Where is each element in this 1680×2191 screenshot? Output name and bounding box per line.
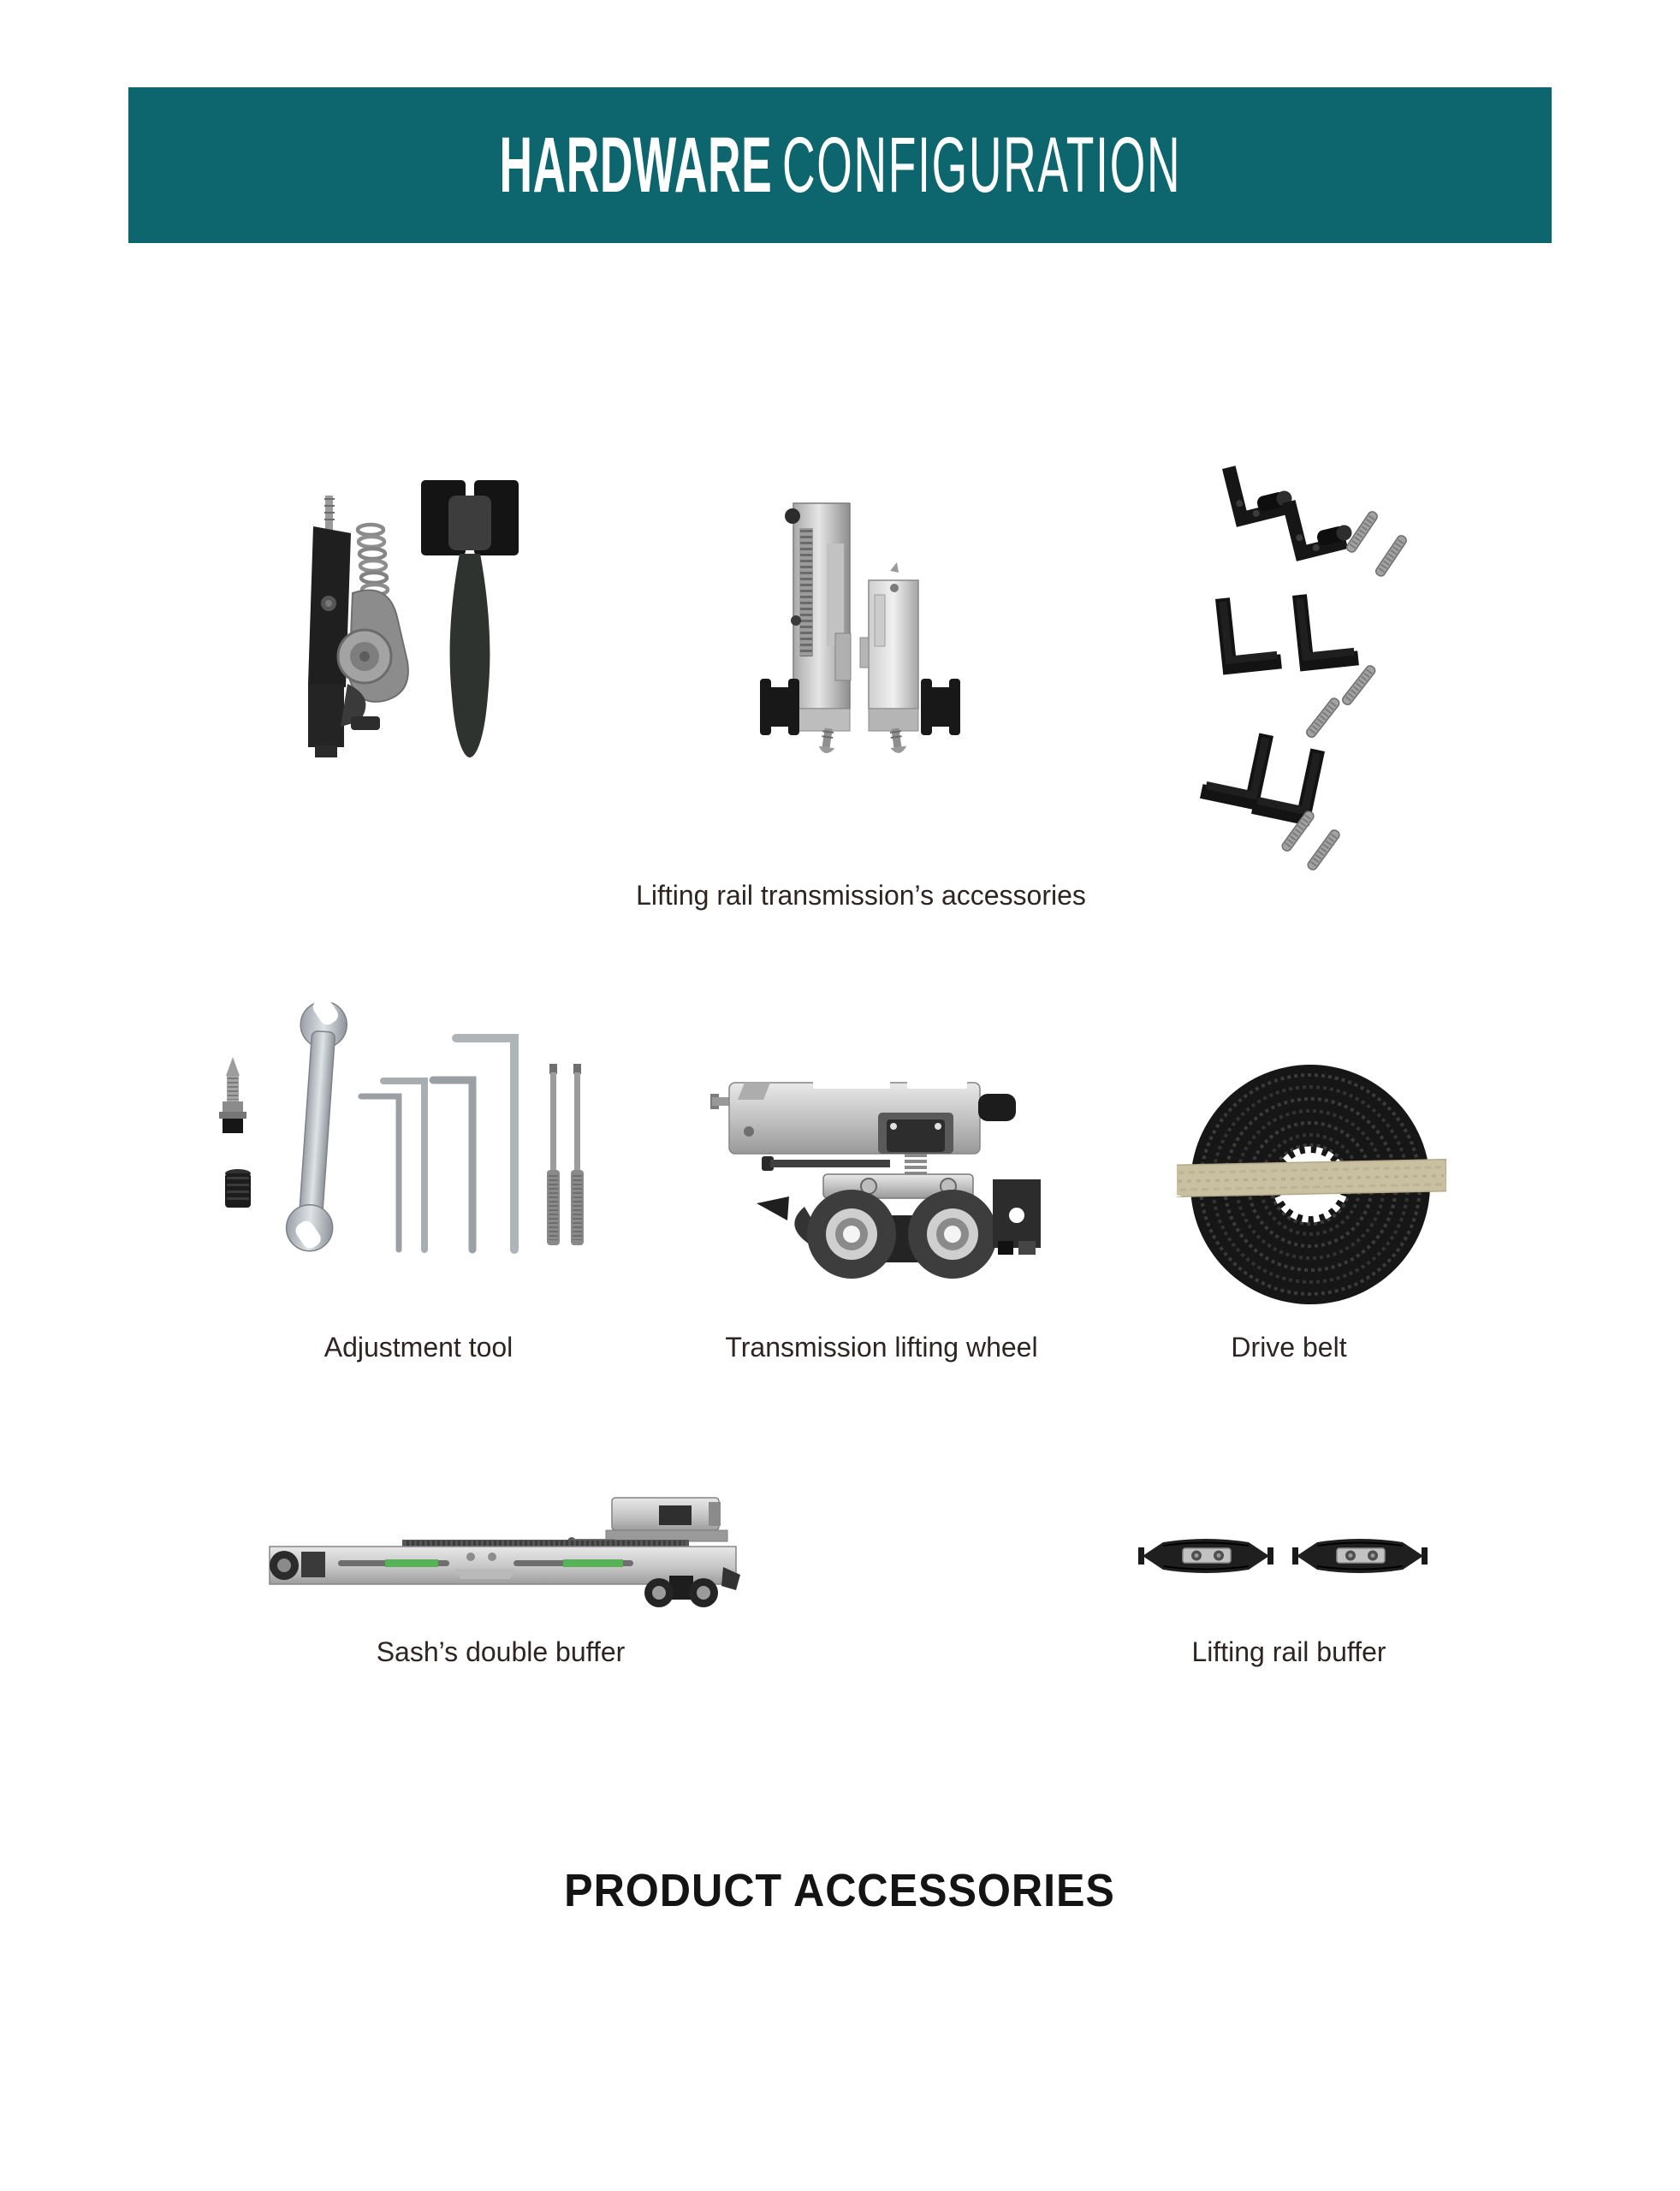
adjustment-tool-image [214, 997, 599, 1258]
rail-buffer-left [1138, 1539, 1273, 1573]
lifting-rail-buffer-photo [1138, 1537, 1429, 1575]
latch-and-handle-image [282, 473, 556, 760]
caption-sash-double-buffer: Sash’s double buffer [376, 1636, 626, 1667]
buffer-top-mechanism [567, 1498, 727, 1546]
banner-title-bold: HARDWARE [499, 122, 772, 209]
latch-part [308, 496, 408, 757]
transmission-lifting-wheel-photo [710, 1078, 1044, 1284]
bracket-set-bottom [1200, 724, 1341, 871]
corner-brackets-image [1198, 443, 1498, 871]
open-end-wrench [285, 997, 349, 1253]
banner [128, 87, 1552, 243]
caption-adjustment-tool: Adjustment tool [324, 1332, 513, 1363]
wheel-top-body [710, 1078, 1016, 1154]
buffer-rail [270, 1540, 736, 1584]
transmission-lifting-wheel-image [710, 1078, 1044, 1284]
lifting-rail-transmission-photo [753, 492, 967, 757]
banner-title-light: CONFIGURATION [781, 122, 1181, 209]
footer-title: PRODUCT ACCESSORIES [564, 1865, 1115, 1916]
left-transmission-unit [760, 503, 851, 754]
rail-buffer-right [1292, 1539, 1428, 1573]
page-title [499, 122, 1181, 209]
caption-lifting-rail-accessories: Lifting rail transmission’s accessories [636, 880, 1086, 911]
driver-bits [547, 1064, 584, 1245]
drive-belt-image [1177, 1061, 1446, 1309]
small-screw [219, 1057, 246, 1133]
lifting-rail-buffer-image [1138, 1537, 1429, 1575]
adjustment-tool-photo [214, 997, 599, 1258]
bracket-set-middle [1215, 590, 1377, 739]
belt-strap [1177, 1160, 1446, 1197]
drive-belt-photo [1177, 1061, 1446, 1309]
anchor-plug [225, 1169, 251, 1208]
right-spool [921, 679, 960, 735]
handle-part [421, 480, 519, 757]
sash-double-buffer-photo [257, 1493, 745, 1618]
latch-and-handle-photo [282, 473, 556, 760]
caption-transmission-lifting-wheel: Transmission lifting wheel [725, 1332, 1038, 1363]
bracket-set-top [1222, 454, 1408, 578]
left-spool [760, 679, 799, 735]
corner-brackets-and-pins-photo [1198, 443, 1498, 871]
right-transmission-unit [860, 562, 960, 754]
hex-keys [361, 1038, 514, 1250]
sash-double-buffer-image [257, 1493, 745, 1618]
caption-drive-belt: Drive belt [1231, 1332, 1347, 1363]
lifting-rail-transmission-image [753, 492, 967, 757]
caption-lifting-rail-buffer: Lifting rail buffer [1191, 1636, 1386, 1667]
